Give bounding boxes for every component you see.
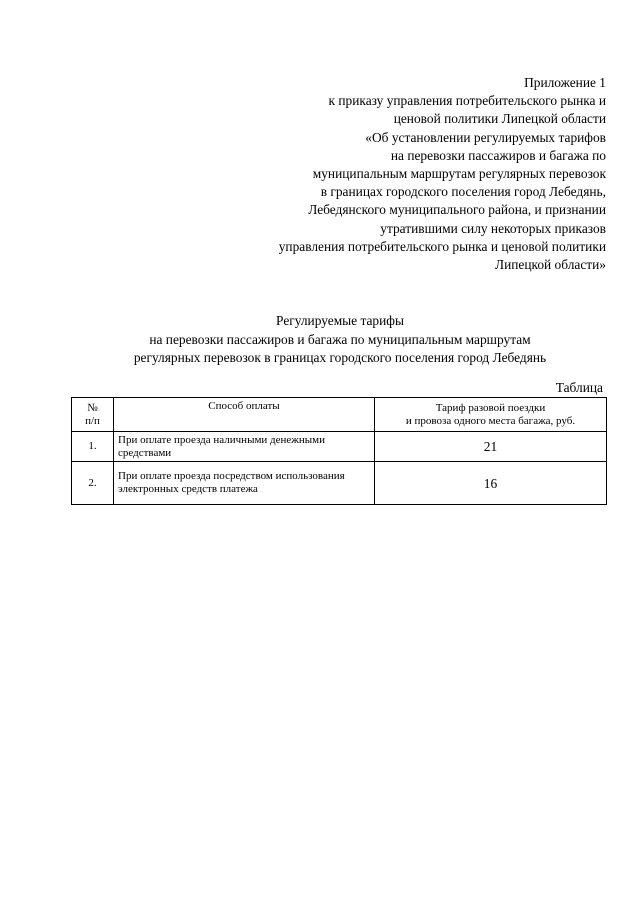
- appendix-line: в границах городского поселения город Лебедянь,: [320, 184, 606, 200]
- title-line: регулярных перевозок в границах городского поселения город Лебедянь: [133, 350, 547, 365]
- table-row: [72, 432, 607, 462]
- table-header-row: [72, 398, 607, 432]
- document-title: [0, 312, 640, 368]
- appendix-line: на перевозки пассажиров и багажа по: [390, 147, 606, 163]
- appendix-line: Липецкой области»: [494, 257, 606, 273]
- title-line: Регулируемые тарифы: [276, 313, 404, 328]
- row-tariff-value: 21: [375, 432, 607, 462]
- row-number: 2.: [72, 462, 114, 505]
- header-tariff: [375, 398, 607, 432]
- appendix-line: к приказу управления потребительского рынка и: [328, 93, 606, 109]
- appendix-line: утратившими силу некоторых приказов: [380, 220, 606, 236]
- appendix-header: [166, 74, 606, 274]
- appendix-line: Приложение 1: [524, 75, 606, 90]
- row-number: 1.: [72, 432, 114, 462]
- row-payment-method: При оплате проезда наличными денежными средствами: [114, 432, 375, 462]
- header-number-line2: п/п: [85, 414, 100, 427]
- title-line: на перевозки пассажиров и багажа по муниципальным маршрутам: [149, 331, 531, 347]
- appendix-line: муниципальным маршрутам регулярных перевозок: [312, 166, 606, 182]
- appendix-line: управления потребительского рынка и ценовой политики: [278, 238, 606, 254]
- tariff-table: [71, 397, 607, 505]
- appendix-line: Лебедянского муниципального района, и признании: [308, 202, 606, 218]
- appendix-line: ценовой политики Липецкой области: [393, 111, 606, 127]
- header-tariff-line1: Тариф разовой поездки: [435, 401, 546, 414]
- header-tariff-line2: и провоза одного места багажа, руб.: [405, 414, 576, 427]
- header-payment-method: Способ оплаты: [114, 398, 375, 432]
- appendix-line: «Об установлении регулируемых тарифов: [365, 129, 606, 145]
- row-payment-method: При оплате проезда посредством использования электронных средств платежа: [114, 462, 375, 505]
- row-tariff-value: 16: [375, 462, 607, 505]
- header-number-line1: №: [87, 401, 98, 414]
- table-label: Таблица: [555, 380, 603, 395]
- table-row: [72, 462, 607, 505]
- header-number: [72, 398, 114, 432]
